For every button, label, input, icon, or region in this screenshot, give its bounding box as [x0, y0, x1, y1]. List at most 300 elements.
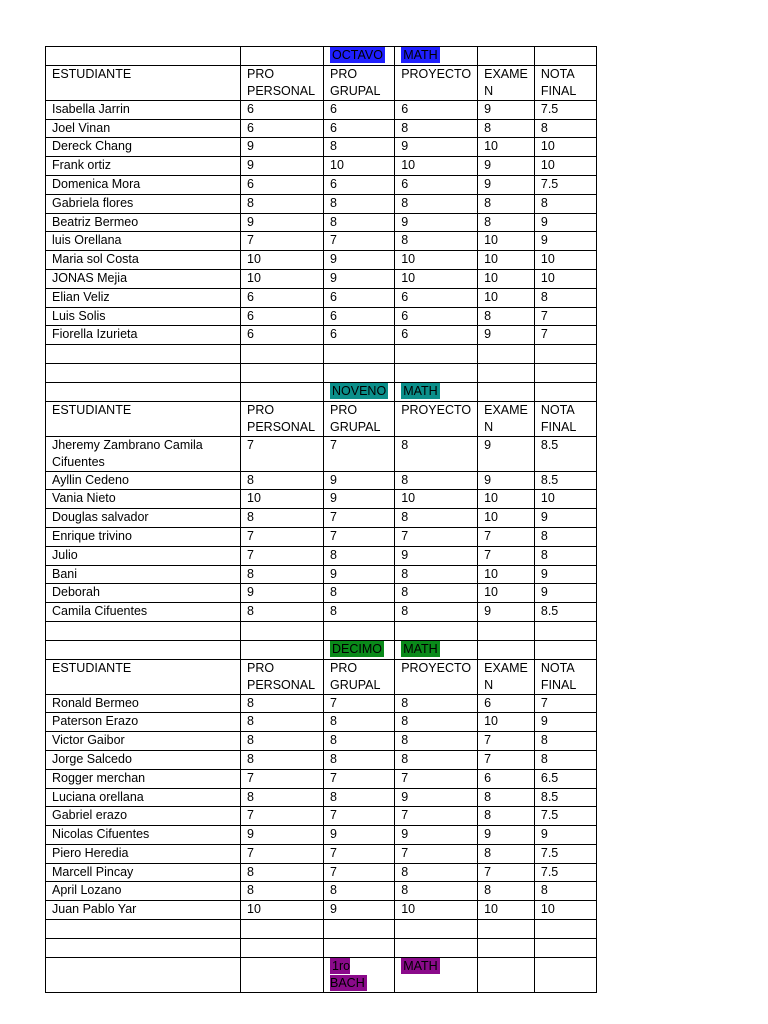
- nota-final-cell: 6.5: [534, 769, 596, 788]
- student-name-cell: Isabella Jarrin: [46, 100, 241, 119]
- nota-final-cell: 7: [534, 326, 596, 345]
- nota-final-cell: 9: [534, 213, 596, 232]
- examen-cell: 8: [478, 213, 535, 232]
- header-estudiante-label: ESTUDIANTE: [52, 660, 132, 675]
- subject-label-cell: [395, 640, 478, 659]
- pro-grupal-cell: 7: [324, 509, 395, 528]
- spacer-row: [46, 621, 597, 640]
- proyecto-cell: 8: [395, 119, 478, 138]
- empty-cell: [395, 345, 478, 364]
- pro-personal-cell: 8: [241, 863, 324, 882]
- pro-personal-cell: 8: [241, 509, 324, 528]
- empty-cell: [478, 345, 535, 364]
- proyecto-cell: 7: [395, 807, 478, 826]
- examen-cell: 8: [478, 788, 535, 807]
- header-pro-personal-line2: PERSONAL: [247, 83, 316, 98]
- spacer-row: [46, 938, 597, 957]
- header-examen-line1: EXAME: [484, 660, 528, 675]
- empty-cell: [46, 621, 241, 640]
- pro-grupal-cell: 6: [324, 175, 395, 194]
- nota-final-cell: 9: [534, 713, 596, 732]
- grade-label: NOVENO: [332, 383, 387, 398]
- empty-cell: [478, 938, 535, 957]
- student-name-cell: Luis Solis: [46, 307, 241, 326]
- proyecto-cell: 10: [395, 269, 478, 288]
- grade-label-cell: [324, 47, 395, 66]
- proyecto-cell: 8: [395, 694, 478, 713]
- student-name-cell: Frank ortiz: [46, 157, 241, 176]
- proyecto-cell: 8: [395, 713, 478, 732]
- header-pro-personal-line2: PERSONAL: [247, 419, 316, 434]
- empty-cell: [478, 920, 535, 939]
- table-row: [46, 527, 597, 546]
- table-row: [46, 713, 597, 732]
- empty-cell: [478, 363, 535, 382]
- student-name-cell: luis Orellana: [46, 232, 241, 251]
- header-examen-line2: N: [484, 83, 494, 98]
- pro-grupal-cell: 6: [324, 326, 395, 345]
- table-row: [46, 826, 597, 845]
- examen-cell: 8: [478, 307, 535, 326]
- nota-final-cell: 10: [534, 157, 596, 176]
- proyecto-cell: 8: [395, 565, 478, 584]
- student-name-cell: Ronald Bermeo: [46, 694, 241, 713]
- proyecto-cell: 10: [395, 490, 478, 509]
- table-row: [46, 603, 597, 622]
- grade-label-cell: [324, 957, 395, 992]
- student-name-cell: Douglas salvador: [46, 509, 241, 528]
- pro-grupal-cell: 8: [324, 546, 395, 565]
- proyecto-cell: 10: [395, 157, 478, 176]
- empty-cell: [395, 363, 478, 382]
- empty-cell: [46, 47, 241, 66]
- examen-cell: 7: [478, 750, 535, 769]
- nota-final-cell: 9: [534, 565, 596, 584]
- empty-cell: [46, 345, 241, 364]
- examen-cell: 7: [478, 732, 535, 751]
- table-row: [46, 509, 597, 528]
- nota-final-cell: 10: [534, 138, 596, 157]
- empty-cell: [46, 938, 241, 957]
- examen-cell: 6: [478, 769, 535, 788]
- header-pro-grupal-line1: PRO: [330, 402, 358, 417]
- empty-cell: [46, 920, 241, 939]
- nota-final-cell: 10: [534, 901, 596, 920]
- table-row: [46, 807, 597, 826]
- student-name-cell: Juan Pablo Yar: [46, 901, 241, 920]
- empty-cell: [241, 47, 324, 66]
- table-row: [46, 546, 597, 565]
- examen-cell: 9: [478, 826, 535, 845]
- header-nota-final-line1: NOTA: [540, 402, 575, 417]
- student-name-cell: Domenica Mora: [46, 175, 241, 194]
- proyecto-cell: 8: [395, 471, 478, 490]
- proyecto-cell: 6: [395, 326, 478, 345]
- empty-cell: [534, 382, 596, 401]
- nota-final-cell: 8: [534, 194, 596, 213]
- student-name-cell: Victor Gaibor: [46, 732, 241, 751]
- header-pro-personal-line1: PRO: [247, 66, 275, 81]
- nota-final-cell: 8: [534, 119, 596, 138]
- pro-grupal-cell: 6: [324, 288, 395, 307]
- pro-grupal-cell: 9: [324, 826, 395, 845]
- nota-final-cell: 10: [534, 269, 596, 288]
- table-row: [46, 863, 597, 882]
- student-name-cell: Piero Heredia: [46, 844, 241, 863]
- proyecto-cell: 7: [395, 527, 478, 546]
- empty-cell: [241, 957, 324, 992]
- spacer-row: [46, 345, 597, 364]
- student-name-cell: Jheremy Zambrano Camila Cifuentes: [46, 436, 241, 471]
- pro-personal-cell: 9: [241, 213, 324, 232]
- pro-personal-cell: 7: [241, 527, 324, 546]
- proyecto-cell: 8: [395, 232, 478, 251]
- student-name-cell: Deborah: [46, 584, 241, 603]
- empty-cell: [534, 957, 596, 992]
- table-row: [46, 100, 597, 119]
- student-name-cell: Joel Vinan: [46, 119, 241, 138]
- student-name-cell: Elian Veliz: [46, 288, 241, 307]
- pro-grupal-cell: 7: [324, 769, 395, 788]
- table-row: [46, 326, 597, 345]
- table-row: [46, 194, 597, 213]
- examen-cell: 8: [478, 844, 535, 863]
- grade-label: OCTAVO: [332, 48, 383, 62]
- table-row: [46, 251, 597, 270]
- header-pro-personal: [241, 401, 324, 436]
- empty-cell: [478, 382, 535, 401]
- examen-cell: 9: [478, 603, 535, 622]
- grades-table: [45, 46, 597, 993]
- pro-grupal-cell: 9: [324, 565, 395, 584]
- student-name-cell: Rogger merchan: [46, 769, 241, 788]
- pro-grupal-cell: 8: [324, 213, 395, 232]
- examen-cell: 10: [478, 251, 535, 270]
- header-estudiante: [46, 401, 241, 436]
- student-name-cell: Maria sol Costa: [46, 251, 241, 270]
- pro-grupal-cell: 10: [324, 157, 395, 176]
- empty-cell: [241, 920, 324, 939]
- proyecto-cell: 8: [395, 509, 478, 528]
- empty-cell: [46, 640, 241, 659]
- student-name-cell: Dereck Chang: [46, 138, 241, 157]
- header-nota-final: [534, 659, 596, 694]
- table-row: [46, 471, 597, 490]
- student-name-cell: April Lozano: [46, 882, 241, 901]
- table-row: [46, 694, 597, 713]
- proyecto-cell: 7: [395, 844, 478, 863]
- column-header-row: [46, 659, 597, 694]
- empty-cell: [395, 621, 478, 640]
- pro-personal-cell: 8: [241, 565, 324, 584]
- nota-final-cell: 9: [534, 584, 596, 603]
- pro-grupal-cell: 9: [324, 269, 395, 288]
- nota-final-cell: 8.5: [534, 436, 596, 471]
- examen-cell: 8: [478, 119, 535, 138]
- header-proyecto: [395, 659, 478, 694]
- pro-grupal-cell: 8: [324, 713, 395, 732]
- pro-personal-cell: 8: [241, 694, 324, 713]
- examen-cell: 10: [478, 509, 535, 528]
- pro-personal-cell: 8: [241, 194, 324, 213]
- subject-label: MATH: [403, 641, 438, 656]
- student-name-cell: Gabriela flores: [46, 194, 241, 213]
- pro-grupal-cell: 9: [324, 901, 395, 920]
- empty-cell: [478, 621, 535, 640]
- header-pro-grupal: [324, 65, 395, 100]
- examen-cell: 10: [478, 490, 535, 509]
- empty-cell: [534, 920, 596, 939]
- header-pro-personal-line1: PRO: [247, 402, 275, 417]
- header-estudiante: [46, 659, 241, 694]
- pro-personal-cell: 7: [241, 844, 324, 863]
- table-row: [46, 138, 597, 157]
- table-row: [46, 769, 597, 788]
- pro-personal-cell: 10: [241, 269, 324, 288]
- header-examen-line2: N: [484, 419, 494, 434]
- proyecto-cell: 9: [395, 546, 478, 565]
- header-estudiante-label: ESTUDIANTE: [52, 66, 132, 81]
- empty-cell: [534, 345, 596, 364]
- header-pro-personal-line2: PERSONAL: [247, 677, 316, 692]
- proyecto-cell: 8: [395, 584, 478, 603]
- examen-cell: 8: [478, 194, 535, 213]
- proyecto-cell: 8: [395, 194, 478, 213]
- subject-label-cell: [395, 382, 478, 401]
- proyecto-cell: 6: [395, 307, 478, 326]
- nota-final-cell: 9: [534, 509, 596, 528]
- examen-cell: 8: [478, 807, 535, 826]
- header-pro-grupal: [324, 659, 395, 694]
- pro-personal-cell: 8: [241, 750, 324, 769]
- nota-final-cell: 7.5: [534, 100, 596, 119]
- table-row: [46, 213, 597, 232]
- empty-cell: [478, 957, 535, 992]
- table-row: [46, 232, 597, 251]
- nota-final-cell: 8: [534, 750, 596, 769]
- pro-grupal-cell: 6: [324, 100, 395, 119]
- header-pro-grupal-line1: PRO: [330, 66, 358, 81]
- nota-final-cell: 7: [534, 307, 596, 326]
- examen-cell: 9: [478, 157, 535, 176]
- pro-personal-cell: 8: [241, 713, 324, 732]
- student-name-cell: Camila Cifuentes: [46, 603, 241, 622]
- header-examen-line2: N: [484, 677, 494, 692]
- table-row: [46, 157, 597, 176]
- pro-grupal-cell: 9: [324, 251, 395, 270]
- empty-cell: [534, 621, 596, 640]
- examen-cell: 7: [478, 527, 535, 546]
- subject-label: MATH: [403, 383, 438, 398]
- empty-cell: [534, 640, 596, 659]
- table-row: [46, 732, 597, 751]
- empty-cell: [534, 363, 596, 382]
- proyecto-cell: 8: [395, 732, 478, 751]
- pro-personal-cell: 8: [241, 732, 324, 751]
- table-row: [46, 288, 597, 307]
- grade-label: DECIMO: [332, 641, 382, 656]
- nota-final-cell: 10: [534, 251, 596, 270]
- examen-cell: 10: [478, 713, 535, 732]
- header-nota-final-line1: NOTA: [540, 660, 575, 675]
- pro-personal-cell: 7: [241, 436, 324, 471]
- header-pro-grupal-line2: GRUPAL: [330, 83, 381, 98]
- header-proyecto-label: PROYECTO: [401, 660, 472, 675]
- header-proyecto-label: PROYECTO: [401, 66, 472, 81]
- table-row: [46, 750, 597, 769]
- pro-grupal-cell: 7: [324, 694, 395, 713]
- nota-final-cell: 9: [534, 232, 596, 251]
- header-proyecto-label: PROYECTO: [401, 402, 472, 417]
- header-pro-grupal-line2: GRUPAL: [330, 677, 381, 692]
- proyecto-cell: 8: [395, 882, 478, 901]
- examen-cell: 10: [478, 288, 535, 307]
- pro-personal-cell: 9: [241, 826, 324, 845]
- header-nota-final-line2: FINAL: [540, 677, 577, 692]
- proyecto-cell: 8: [395, 436, 478, 471]
- pro-grupal-cell: 8: [324, 194, 395, 213]
- nota-final-cell: 7.5: [534, 807, 596, 826]
- nota-final-cell: 8: [534, 882, 596, 901]
- section-title-row: [46, 957, 597, 992]
- proyecto-cell: 8: [395, 750, 478, 769]
- empty-cell: [395, 920, 478, 939]
- header-pro-personal: [241, 659, 324, 694]
- pro-grupal-cell: 7: [324, 232, 395, 251]
- pro-grupal-cell: 6: [324, 119, 395, 138]
- examen-cell: 7: [478, 546, 535, 565]
- examen-cell: 9: [478, 471, 535, 490]
- proyecto-cell: 8: [395, 863, 478, 882]
- nota-final-cell: 8.5: [534, 603, 596, 622]
- column-header-row: [46, 401, 597, 436]
- empty-cell: [534, 47, 596, 66]
- student-name-cell: Luciana orellana: [46, 788, 241, 807]
- student-name-cell: Gabriel erazo: [46, 807, 241, 826]
- table-row: [46, 175, 597, 194]
- subject-label-cell: [395, 47, 478, 66]
- empty-cell: [324, 363, 395, 382]
- header-examen: [478, 401, 535, 436]
- grades-table-body: [46, 47, 597, 993]
- section-title-row: [46, 640, 597, 659]
- table-row: [46, 307, 597, 326]
- empty-cell: [46, 957, 241, 992]
- proyecto-cell: 7: [395, 769, 478, 788]
- header-nota-final: [534, 65, 596, 100]
- header-pro-personal-line1: PRO: [247, 660, 275, 675]
- proyecto-cell: 8: [395, 603, 478, 622]
- nota-final-cell: 8: [534, 527, 596, 546]
- header-nota-final-line2: FINAL: [540, 419, 577, 434]
- nota-final-cell: 7: [534, 694, 596, 713]
- student-name-cell: Fiorella Izurieta: [46, 326, 241, 345]
- pro-grupal-cell: 8: [324, 750, 395, 769]
- nota-final-cell: 10: [534, 490, 596, 509]
- pro-personal-cell: 8: [241, 603, 324, 622]
- student-name-cell: JONAS Mejia: [46, 269, 241, 288]
- section-title-row: [46, 47, 597, 66]
- examen-cell: 10: [478, 565, 535, 584]
- student-name-cell: Bani: [46, 565, 241, 584]
- header-estudiante-label: ESTUDIANTE: [52, 402, 132, 417]
- student-name-cell: Enrique trivino: [46, 527, 241, 546]
- pro-personal-cell: 6: [241, 119, 324, 138]
- header-nota-final-line2: FINAL: [540, 83, 577, 98]
- examen-cell: 9: [478, 436, 535, 471]
- subject-label: MATH: [403, 48, 438, 62]
- pro-personal-cell: 6: [241, 100, 324, 119]
- header-pro-grupal-line2: GRUPAL: [330, 419, 381, 434]
- student-name-cell: Julio: [46, 546, 241, 565]
- pro-personal-cell: 10: [241, 490, 324, 509]
- table-row: [46, 565, 597, 584]
- pro-grupal-cell: 6: [324, 307, 395, 326]
- empty-cell: [241, 382, 324, 401]
- student-name-cell: Beatriz Bermeo: [46, 213, 241, 232]
- empty-cell: [46, 382, 241, 401]
- table-row: [46, 584, 597, 603]
- examen-cell: 10: [478, 138, 535, 157]
- pro-grupal-cell: 9: [324, 471, 395, 490]
- proyecto-cell: 9: [395, 826, 478, 845]
- empty-cell: [395, 938, 478, 957]
- table-row: [46, 490, 597, 509]
- nota-final-cell: 7.5: [534, 844, 596, 863]
- student-name-cell: Nicolas Cifuentes: [46, 826, 241, 845]
- nota-final-cell: 8.5: [534, 788, 596, 807]
- pro-personal-cell: 7: [241, 769, 324, 788]
- header-proyecto: [395, 401, 478, 436]
- proyecto-cell: 6: [395, 100, 478, 119]
- pro-personal-cell: 9: [241, 157, 324, 176]
- student-name-cell: Jorge Salcedo: [46, 750, 241, 769]
- empty-cell: [478, 640, 535, 659]
- table-row: [46, 788, 597, 807]
- proyecto-cell: 6: [395, 175, 478, 194]
- empty-cell: [241, 938, 324, 957]
- empty-cell: [534, 938, 596, 957]
- header-nota-final-line1: NOTA: [540, 66, 575, 81]
- pro-personal-cell: 7: [241, 232, 324, 251]
- student-name-cell: Ayllin Cedeno: [46, 471, 241, 490]
- examen-cell: 10: [478, 901, 535, 920]
- section-title-row: [46, 382, 597, 401]
- pro-grupal-cell: 8: [324, 882, 395, 901]
- student-name-cell: Paterson Erazo: [46, 713, 241, 732]
- pro-personal-cell: 8: [241, 788, 324, 807]
- nota-final-cell: 8: [534, 546, 596, 565]
- examen-cell: 6: [478, 694, 535, 713]
- empty-cell: [478, 47, 535, 66]
- header-examen-line1: EXAME: [484, 66, 528, 81]
- grade-label-cell: [324, 382, 395, 401]
- table-row: [46, 882, 597, 901]
- header-pro-grupal-line1: PRO: [330, 660, 358, 675]
- examen-cell: 9: [478, 175, 535, 194]
- examen-cell: 10: [478, 232, 535, 251]
- pro-grupal-cell: 7: [324, 807, 395, 826]
- examen-cell: 9: [478, 100, 535, 119]
- pro-personal-cell: 7: [241, 546, 324, 565]
- empty-cell: [46, 363, 241, 382]
- header-examen: [478, 65, 535, 100]
- subject-label-cell: [395, 957, 478, 992]
- column-header-row: [46, 65, 597, 100]
- nota-final-cell: 8: [534, 732, 596, 751]
- nota-final-cell: 8: [534, 288, 596, 307]
- pro-grupal-cell: 8: [324, 138, 395, 157]
